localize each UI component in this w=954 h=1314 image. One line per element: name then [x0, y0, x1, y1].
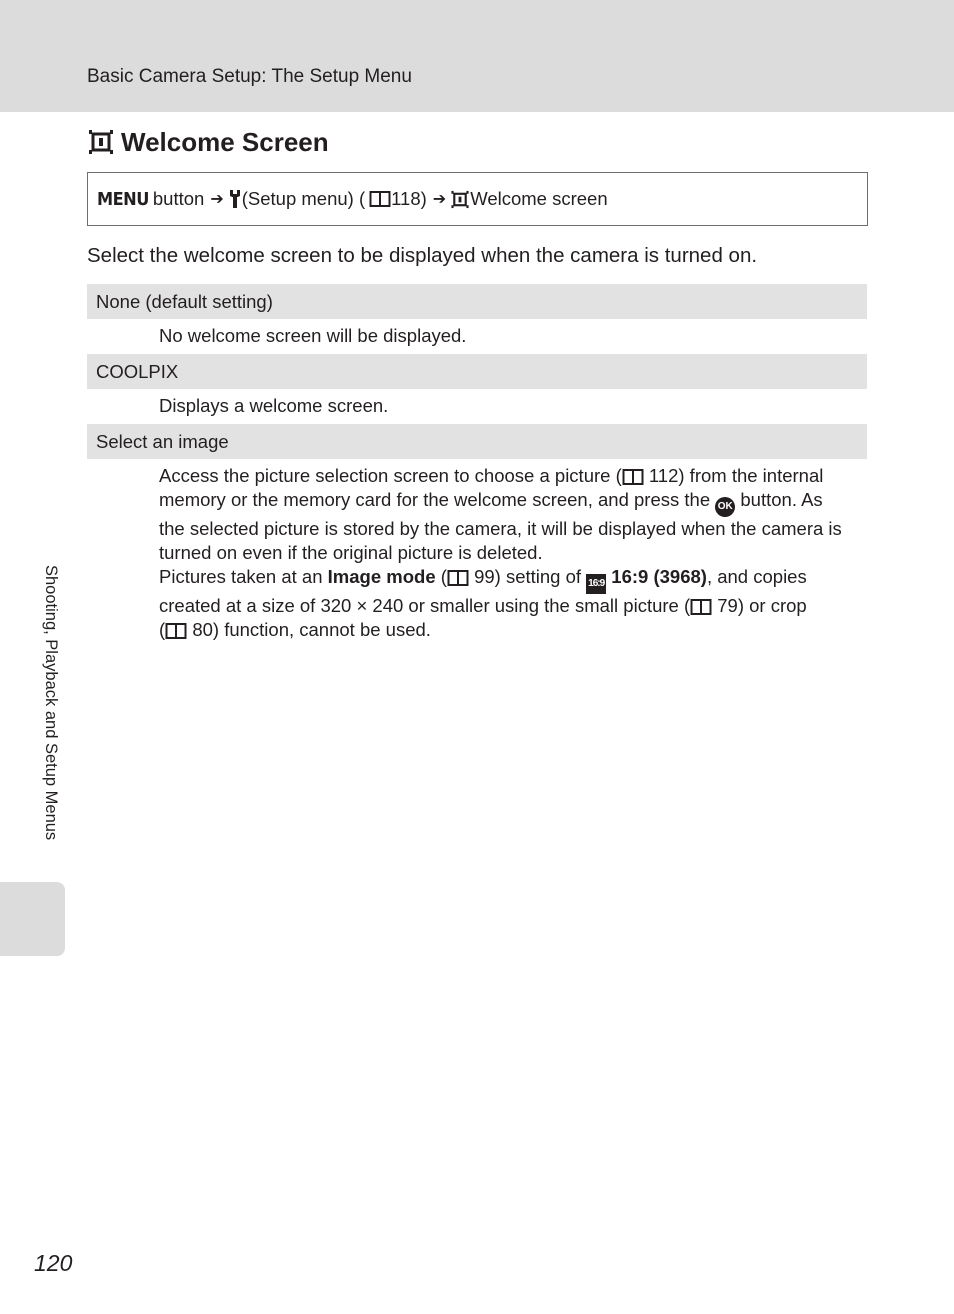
intro-paragraph: Select the welcome screen to be displayed when the camera is turned on.: [87, 244, 758, 267]
option-description-coolpix: Displays a welcome screen.: [159, 395, 389, 416]
desc-text: (: [159, 619, 166, 640]
book-reference-icon: [690, 598, 712, 616]
page-title: Welcome Screen: [121, 126, 329, 157]
side-tab-marker: [0, 882, 65, 956]
option-header-select-image: Select an image: [87, 424, 867, 459]
welcome-screen-icon: [87, 129, 115, 155]
desc-line: [159, 618, 859, 642]
nav-setup-text: (Setup menu) (: [241, 188, 366, 209]
desc-line: [159, 488, 859, 517]
option-header-coolpix: COOLPIX: [87, 354, 867, 389]
desc-line: [159, 594, 859, 618]
image-mode-term: Image mode: [327, 566, 436, 587]
arrow-right-icon: ➔: [210, 191, 224, 208]
header-band: [0, 0, 954, 112]
page-number: 120: [34, 1250, 73, 1276]
wrench-icon: [228, 189, 242, 209]
desc-line: [159, 464, 859, 488]
desc-text: , and copies: [706, 566, 807, 587]
option-header-none: None (default setting): [87, 284, 867, 319]
nav-target-text: Welcome screen: [470, 188, 608, 209]
desc-text: 80) function, cannot be used.: [192, 619, 431, 640]
desc-text: created at a size of 320 × 240 or smaller using the small picture (: [159, 595, 691, 616]
image-mode-value: 16:9 (3968): [611, 566, 707, 587]
navigation-path-box: [87, 172, 868, 226]
desc-line: [159, 565, 859, 594]
menu-button-icon: MENU: [97, 188, 149, 210]
book-reference-icon: [165, 622, 187, 640]
desc-text: Pictures taken at an: [159, 566, 323, 587]
nav-button-text: button: [152, 188, 205, 209]
running-head: Basic Camera Setup: The Setup Menu: [87, 66, 412, 87]
desc-text: memory or the memory card for the welcome screen, and press the: [159, 489, 711, 510]
book-reference-icon: [622, 468, 644, 486]
image-mode-16-9-icon: 16:9: [586, 574, 606, 594]
desc-text: Access the picture selection screen to choose a picture (: [159, 465, 622, 486]
arrow-right-icon: ➔: [432, 191, 447, 208]
desc-line: turned on even if the original picture is deleted.: [159, 542, 543, 563]
book-reference-icon: [369, 190, 391, 208]
option-description-select-image: [159, 464, 859, 642]
option-description-none: No welcome screen will be displayed.: [159, 325, 467, 346]
desc-line: the selected picture is stored by the camera, it will be displayed when the camera is: [159, 518, 842, 539]
book-reference-icon: [447, 569, 469, 587]
desc-text: 79) or crop: [717, 595, 807, 616]
section-title-row: [87, 124, 329, 160]
desc-text: (: [440, 566, 447, 587]
desc-text: button. As: [740, 489, 823, 510]
welcome-screen-icon: [450, 190, 470, 209]
desc-text: 99) setting of: [474, 566, 582, 587]
nav-setup-page: 118): [391, 188, 427, 209]
desc-text: 112) from the internal: [648, 465, 824, 486]
side-section-label: Shooting, Playback and Setup Menus: [42, 565, 60, 841]
ok-button-icon: OK: [715, 497, 735, 517]
